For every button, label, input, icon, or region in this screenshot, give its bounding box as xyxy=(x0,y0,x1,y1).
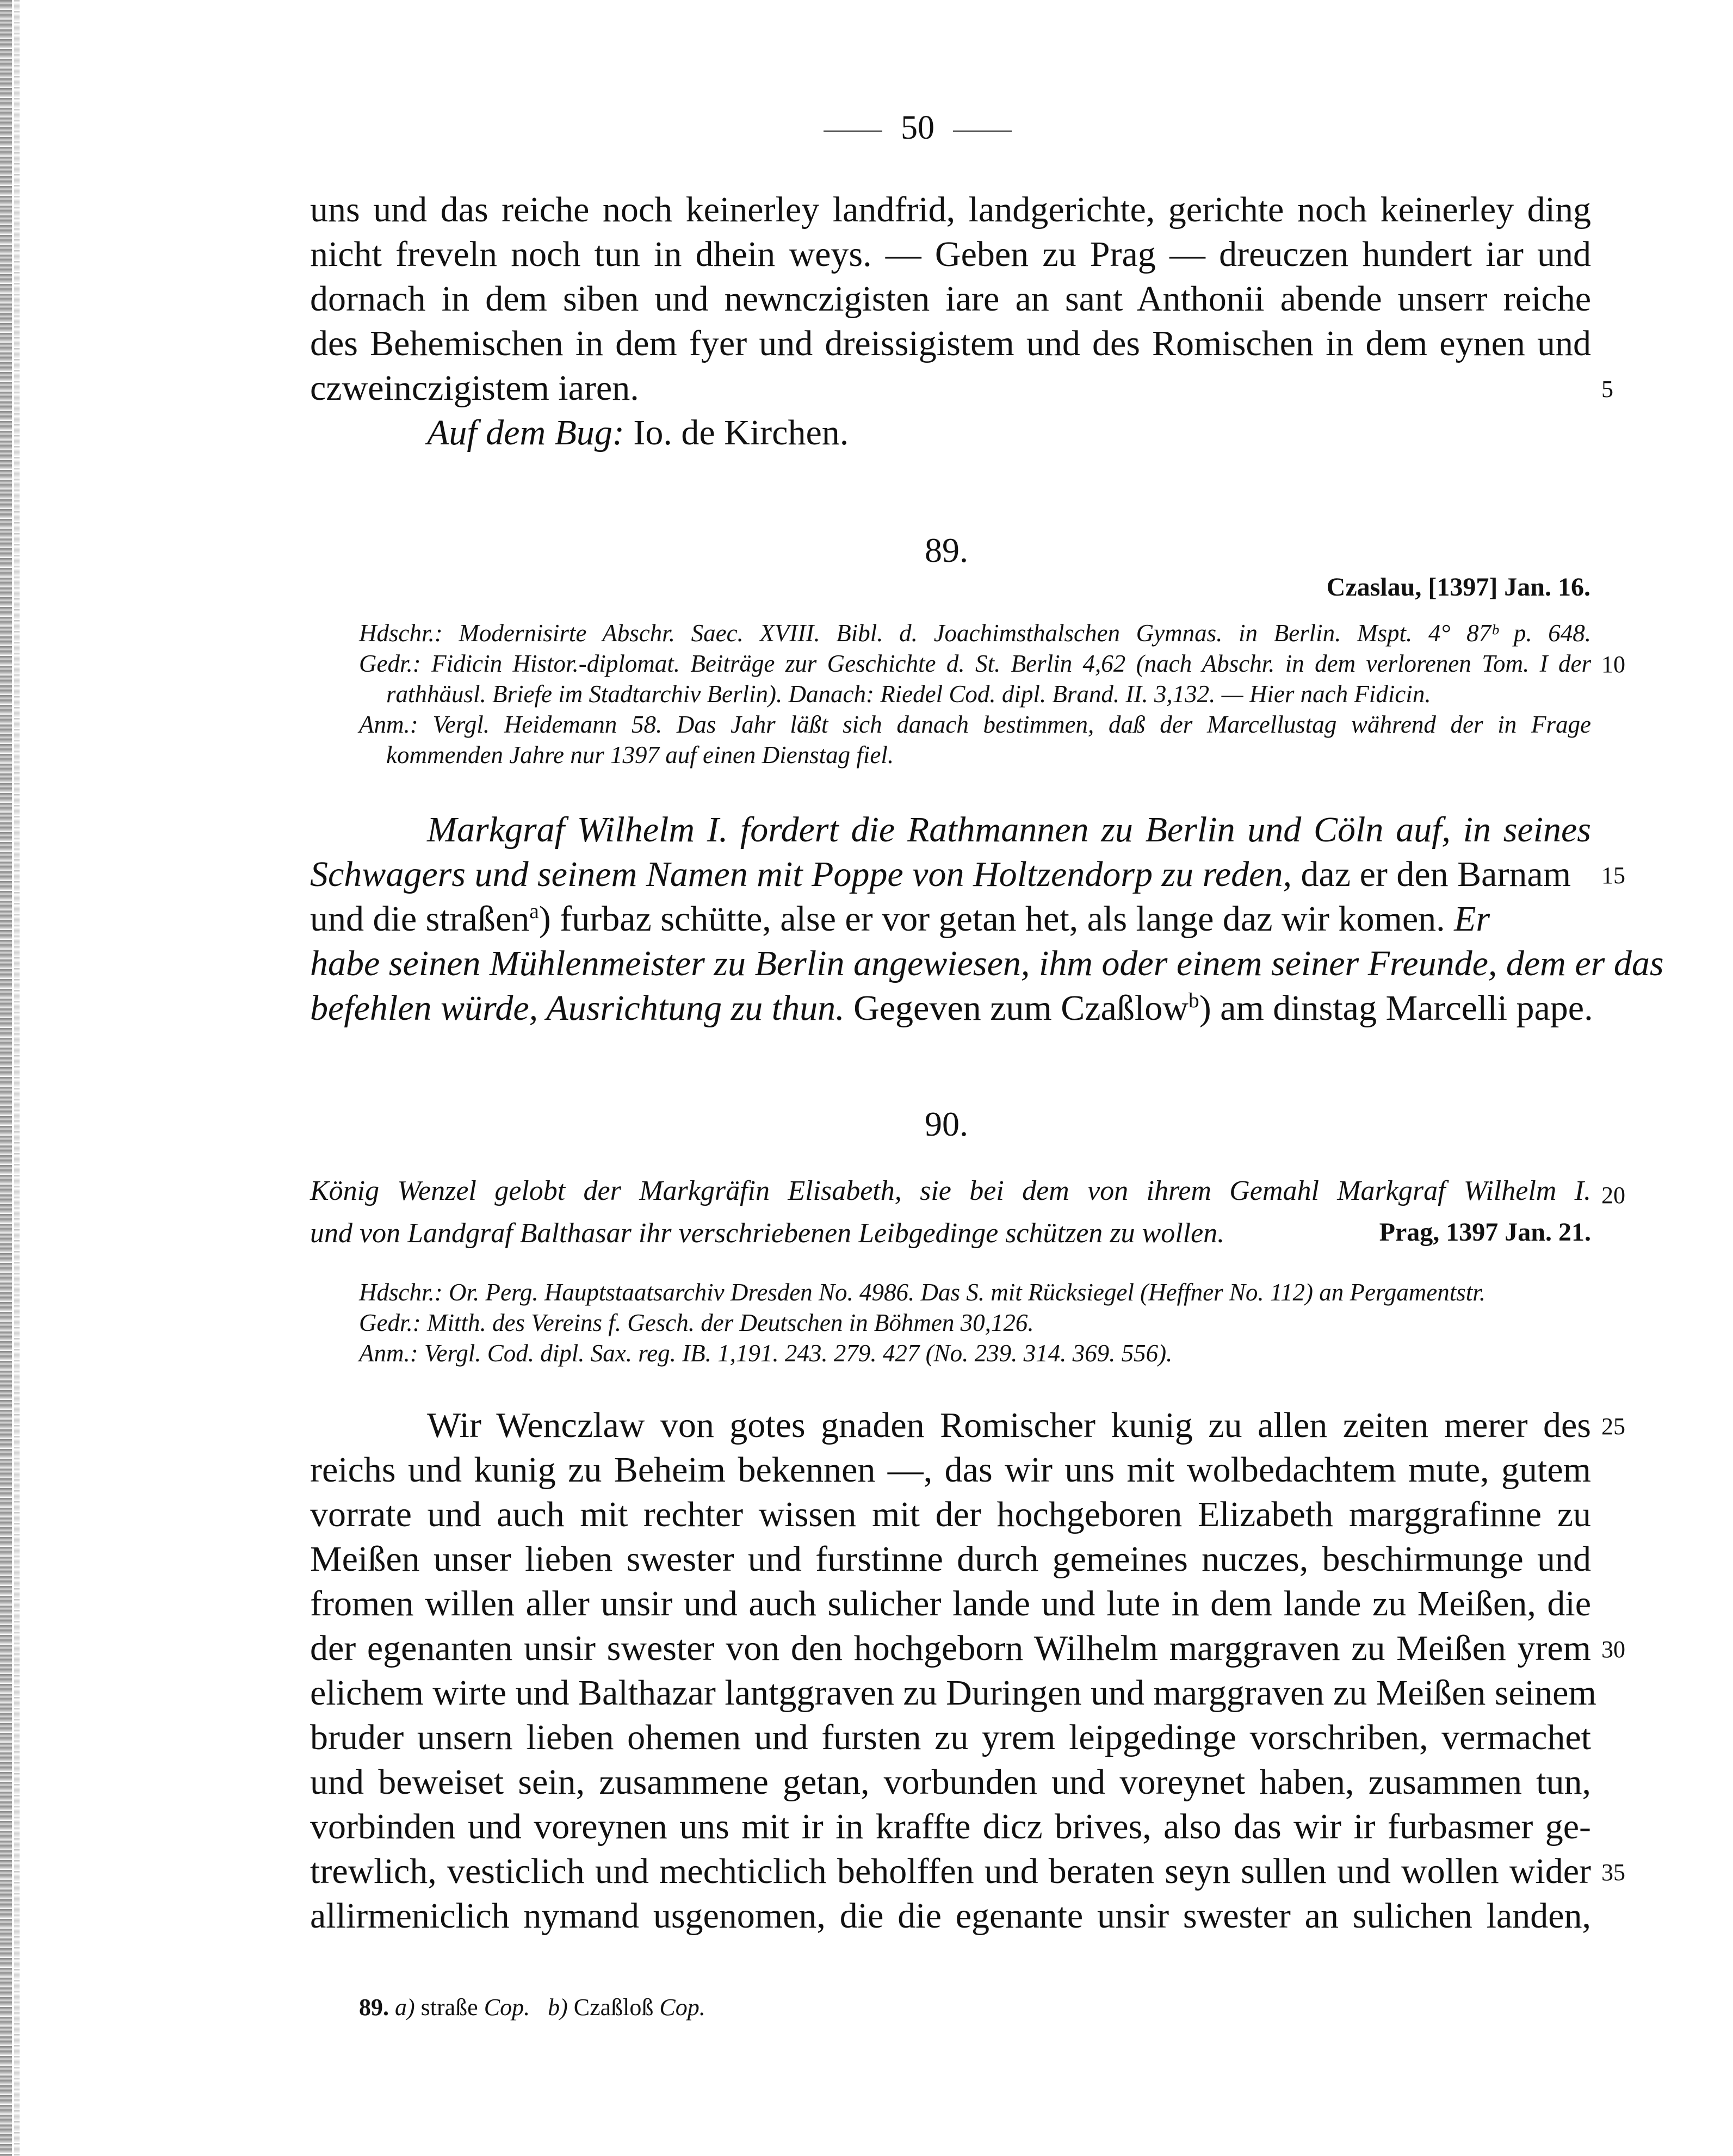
line-number-20: 20 xyxy=(1601,1182,1625,1209)
doc-90-text-line: trewlich, vesticlich und mechticlich beholffen und beraten seyn sullen und wollen wider xyxy=(310,1851,1591,1891)
doc-89-text-roman: und die straßen xyxy=(310,899,530,939)
doc-89-text-line: Markgraf Wilhelm I. fordert die Rathmannen zu Berlin und Cöln auf, in seines xyxy=(427,810,1591,850)
footnote-ref-a: a xyxy=(529,899,539,923)
doc-90-text-line: allirmeniclich nymand usgenomen, die die egenante unsir swester an sulichen landen, xyxy=(310,1896,1591,1936)
doc-90-note: Gedr.: Mitth. des Vereins f. Gesch. der Deutschen in Böhmen 30,126. xyxy=(359,1309,1034,1336)
line-number-10: 10 xyxy=(1601,651,1625,678)
continuation-line: czweinczigistem iaren. xyxy=(310,368,639,408)
doc-89-text-roman: Gegeven zum Czaßlow xyxy=(844,988,1189,1028)
doc-90-text-line: Wir Wenczlaw von gotes gnaden Romischer kunig zu allen zeiten merer des xyxy=(427,1405,1591,1445)
continuation-line: des Behemischen in dem fyer und dreissigistem und des Romischen in dem eynen und xyxy=(310,324,1591,363)
footnote-b-source: Cop. xyxy=(659,1994,705,2021)
doc-90-text-line: reichs und kunig zu Beheim bekennen —, das wir uns mit wolbedachtem mute, gutem xyxy=(310,1450,1591,1490)
doc-89-note: rathhäusl. Briefe im Stadtarchiv Berlin). Danach: Riedel Cod. dipl. Brand. II. 3,132. — Hier nach Fidicin. xyxy=(386,680,1431,708)
page-header xyxy=(805,109,1030,147)
page-number: 50 xyxy=(901,109,934,146)
footnote-b-marker: b) xyxy=(548,1994,568,2021)
doc-90-note: Anm.: Vergl. Cod. dipl. Sax. reg. IB. 1,191. 243. 279. 427 (No. 239. 314. 369. 556). xyxy=(359,1340,1173,1367)
doc-90-date: Prag, 1397 Jan. 21. xyxy=(1379,1218,1591,1247)
footnote-number: 89. xyxy=(359,1994,389,2021)
footnote-ref-b: b xyxy=(1188,988,1199,1012)
line-number-30: 30 xyxy=(1601,1636,1625,1663)
doc-89-text-roman: ) am dinstag Marcelli pape. xyxy=(1199,988,1593,1028)
doc-90-note: Hdschr.: Or. Perg. Hauptstaatsarchiv Dresden No. 4986. Das S. mit Rücksiegel (Heffner No. 112) an Pergamentstr. xyxy=(359,1279,1486,1306)
doc-90-regest-line xyxy=(310,1217,1591,1249)
continuation-line: dornach in dem siben und newnczigisten iare an sant Anthonii abende unserr reiche xyxy=(310,279,1591,319)
footnote-a-source: Cop. xyxy=(484,1994,530,2021)
doc-89-text-line xyxy=(310,986,1593,1031)
doc-89-text-roman: ) furbaz schütte, alse er vor getan het, als lange daz wir komen. xyxy=(539,899,1445,939)
header-rule-left xyxy=(824,131,882,132)
footnote xyxy=(359,1993,705,2021)
doc-90-text-line: vorrate und auch mit rechter wissen mit der hochgeboren Elizabeth marggrafinne zu xyxy=(310,1495,1591,1534)
doc-90-text-line: fromen willen aller unsir und auch sulicher lande und lute in dem lande zu Meißen, die xyxy=(310,1584,1591,1624)
doc-89-number: 89. xyxy=(925,531,968,569)
continuation-line: uns und das reiche noch keinerley landfrid, landgerichte, gerichte noch keinerley ding xyxy=(310,190,1591,230)
endorsement-text: Io. de Kirchen. xyxy=(633,413,849,453)
header-rule-right xyxy=(953,131,1012,132)
doc-89-text-italic: Schwagers und seinem Namen mit Poppe von Holtzendorp zu reden, xyxy=(310,854,1292,894)
scan-edge-shadow xyxy=(0,0,12,2156)
endorsement-label: Auf dem Bug: xyxy=(427,413,624,453)
doc-90-text-line: bruder unsern lieben ohemen und fursten zu yrem leipgedinge vorschriben, vermachet xyxy=(310,1718,1591,1757)
continuation-line: nicht freveln noch tun in dhein weys. — Geben zu Prag — dreuczen hundert iar und xyxy=(310,234,1591,274)
doc-90-text-line: elichem wirte und Balthazar lantggraven zu Duringen und marggraven zu Meißen seinem xyxy=(310,1673,1596,1713)
footnote-b-text: Czaßloß xyxy=(567,1994,660,2021)
endorsement xyxy=(427,411,849,455)
doc-89-text-line xyxy=(310,852,1571,897)
doc-89-note: kommenden Jahre nur 1397 auf einen Dienstag fiel. xyxy=(386,741,894,769)
doc-89-date: Czaslau, [1397] Jan. 16. xyxy=(1326,573,1590,602)
doc-89-text-italic: befehlen würde, Ausrichtung zu thun. xyxy=(310,988,845,1028)
doc-89-text-line: habe seinen Mühlenmeister zu Berlin angewiesen, ihm oder einem seiner Freunde, dem er das xyxy=(310,944,1664,983)
doc-90-number: 90. xyxy=(925,1105,968,1143)
doc-89-note: Hdschr.: Modernisirte Abschr. Saec. XVIII. Bibl. d. Joachimsthalschen Gymnas. in Berlin. Mspt. 4° 87ᵇ p. 648. xyxy=(359,619,1591,647)
doc-90-regest: und von Landgraf Balthasar ihr verschriebenen Leibgedinge schützen zu wollen. xyxy=(310,1218,1225,1249)
doc-89-note: Gedr.: Fidicin Histor.-diplomat. Beiträge zur Geschichte d. St. Berlin 4,62 (nach Abschr. in dem verlorenen Tom. I der xyxy=(359,650,1591,677)
footnote-a-marker: a) xyxy=(395,1994,415,2021)
line-number-15: 15 xyxy=(1601,862,1625,889)
doc-89-text-italic: Er xyxy=(1445,899,1490,939)
doc-89-text-roman: daz er den Barnam xyxy=(1291,854,1571,894)
scan-edge-noise xyxy=(14,0,20,2156)
doc-89-text-line xyxy=(310,897,1490,941)
doc-90-text-line: der egenanten unsir swester von den hochgeborn Wilhelm marggraven zu Meißen yrem xyxy=(310,1628,1591,1668)
line-number-35: 35 xyxy=(1601,1859,1625,1886)
doc-89-note: Anm.: Vergl. Heidemann 58. Das Jahr läßt sich danach bestimmen, daß der Marcellustag während der in Frage xyxy=(359,711,1591,738)
doc-90-text-line: vorbinden und voreynen uns mit ir in kraffte dicz brives, also das wir ir furbasmer ge- xyxy=(310,1807,1591,1847)
doc-90-regest: König Wenzel gelobt der Markgräfin Elisabeth, sie bei dem von ihrem Gemahl Markgraf Wilhelm I. xyxy=(310,1175,1591,1206)
doc-90-text-line: und beweiset sein, zusammene getan, vorbunden und voreynet haben, zusammen tun, xyxy=(310,1762,1591,1802)
line-number-5: 5 xyxy=(1601,376,1613,402)
doc-90-text-line: Meißen unser lieben swester und furstinne durch gemeines nuczes, beschirmunge und xyxy=(310,1539,1591,1579)
line-number-25: 25 xyxy=(1601,1413,1625,1440)
footnote-a-text: straße xyxy=(414,1994,484,2021)
